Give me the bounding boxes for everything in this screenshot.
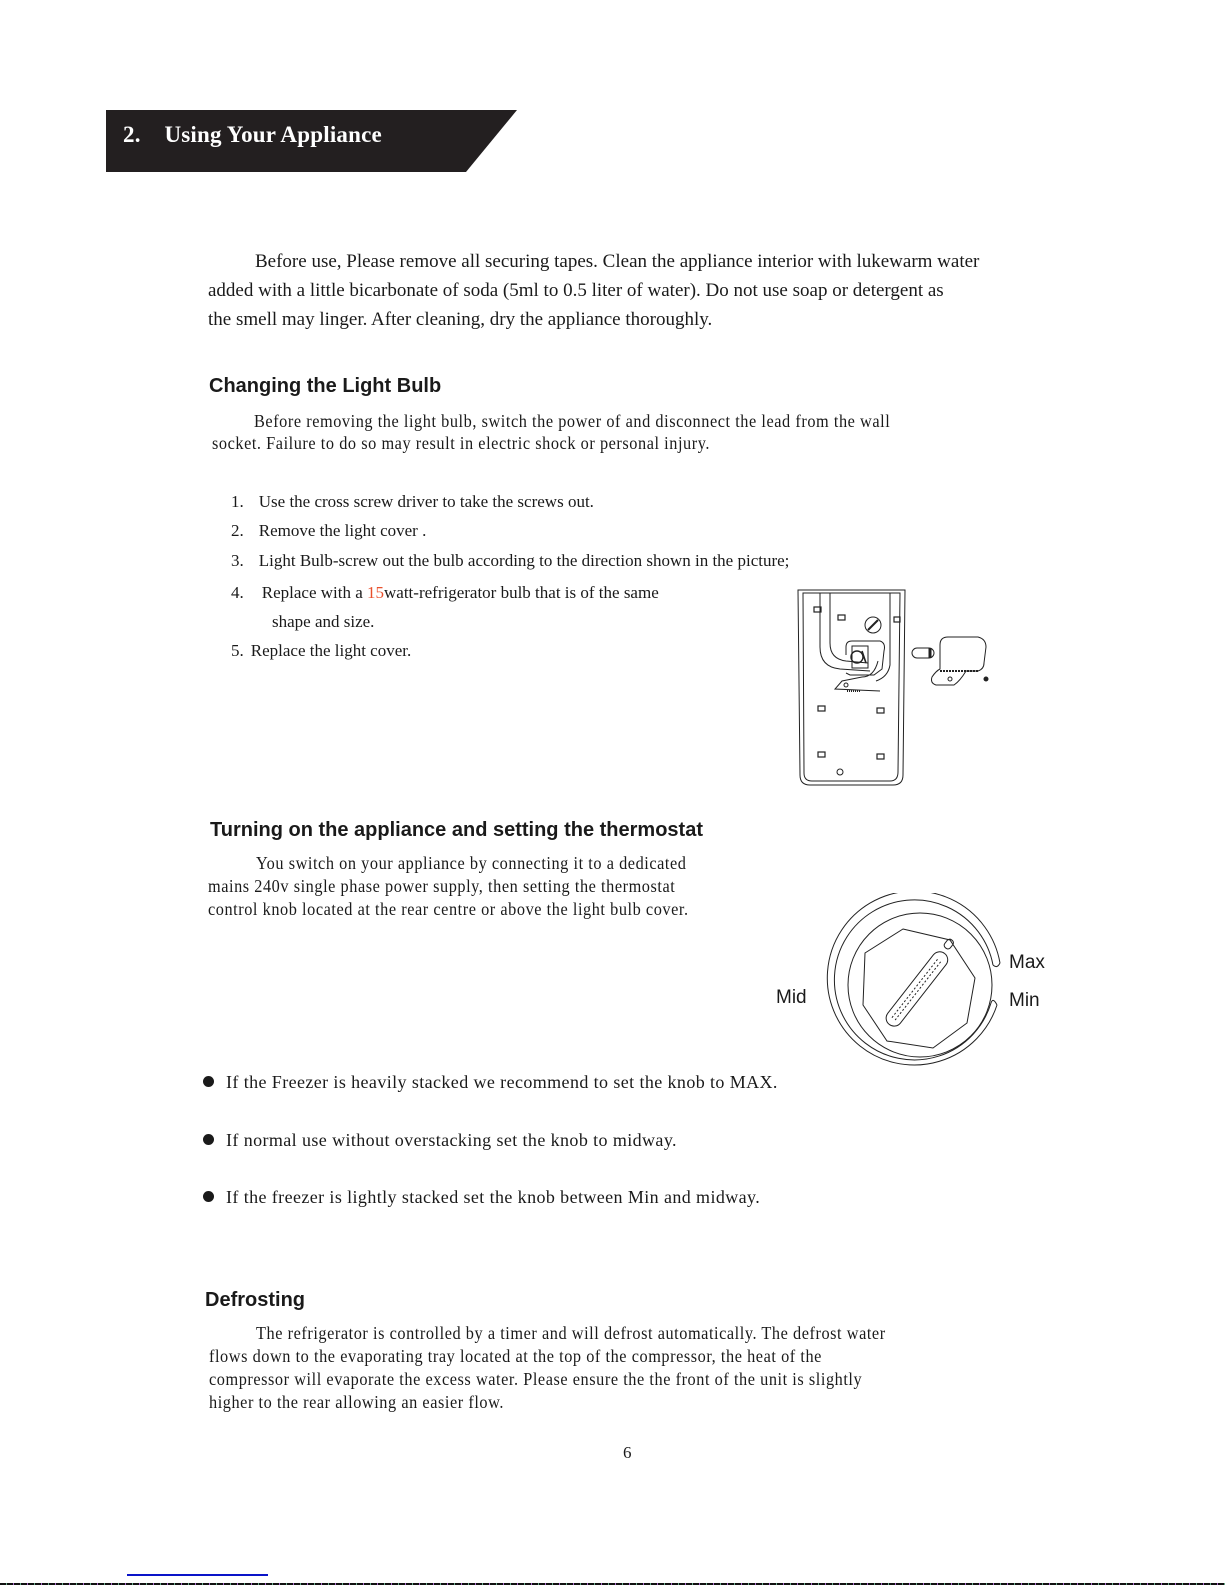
defrosting-line-3: compressor will evaporate the excess water. Please ensure the the front of the unit is slightly (209, 1369, 863, 1389)
bullet-item (203, 1187, 760, 1208)
bulb-wattage: 15 (367, 583, 385, 602)
intro-line-2: added with a little bicarbonate of soda (5ml to 0.5 liter of water). Do not use soap or detergent as (208, 280, 944, 301)
thermostat-dial-small (865, 617, 881, 633)
step-number: 5. (231, 641, 244, 660)
mount-hole (837, 769, 843, 775)
knob-pointer (883, 937, 960, 1030)
step-1 (231, 492, 594, 512)
section-banner (106, 110, 517, 172)
dial-arc-outer (827, 893, 1000, 1065)
thermostat-line-1: You switch on your appliance by connecting it to a dedicated (256, 853, 687, 873)
bullet-dot (203, 1134, 214, 1145)
step-number: 2. (231, 521, 244, 540)
cover-lip (835, 661, 880, 691)
knob-ring (848, 913, 992, 1057)
bullet-dot (203, 1191, 214, 1202)
screw-hole (844, 683, 848, 687)
step-text: Light Bulb-screw out the bulb according to the direction shown in the picture; (258, 551, 790, 570)
step-text: Replace with a (261, 583, 368, 602)
bulb (912, 648, 934, 658)
link-underline (127, 1574, 268, 1576)
vent-slots (814, 607, 900, 759)
light-bulb-heading: Changing the Light Bulb (209, 375, 442, 397)
step-number: 1. (231, 492, 244, 511)
light-housing-panel (798, 590, 905, 785)
defrosting-line-1: The refrigerator is controlled by a timer and will defrost automatically. The defrost water (256, 1323, 886, 1343)
bullet-text: If normal use without overstacking set the knob to midway. (226, 1130, 677, 1150)
step-text-cont: watt-refrigerator bulb that is of the same (384, 583, 659, 602)
step-text: Use the cross screw driver to take the screws out. (258, 492, 594, 511)
step-number: 4. (231, 583, 244, 602)
defrosting-heading: Defrosting (205, 1289, 305, 1311)
bullet-text: If the Freezer is heavily stacked we recommend to set the knob to MAX. (226, 1072, 778, 1092)
intro-line-3: the smell may linger. After cleaning, dry the appliance thoroughly. (208, 309, 713, 330)
section-title: Using Your Appliance (164, 122, 382, 147)
thermostat-heading: Turning on the appliance and setting the thermostat (210, 819, 703, 841)
screw (984, 677, 988, 681)
knob-label-max: Max (1009, 952, 1045, 973)
bullet-item (203, 1072, 778, 1093)
step-text: Remove the light cover . (258, 521, 427, 540)
light-cover (932, 637, 987, 685)
bullet-dot (203, 1076, 214, 1087)
step-3 (231, 551, 789, 571)
step-4-continuation: shape and size. (272, 612, 375, 631)
defrosting-line-2: flows down to the evaporating tray located at the top of the compressor, the heat of the (209, 1346, 822, 1366)
light-cover-diagram (790, 585, 990, 795)
light-bulb-warning-line-2: socket. Failure to do so may result in electric shock or personal injury. (212, 433, 710, 453)
step-2 (231, 521, 426, 541)
step-5 (231, 641, 411, 661)
light-bulb-warning-line-1: Before removing the light bulb, switch the power of and disconnect the lead from the wall (254, 411, 891, 431)
step-text: Replace the light cover. (250, 641, 412, 660)
knob-label-min: Min (1009, 990, 1040, 1011)
step-4 (231, 583, 659, 603)
intro-line-1: Before use, Please remove all securing tapes. Clean the appliance interior with lukewarm water (255, 251, 980, 272)
section-number: 2. Using Your Appliance (123, 122, 382, 147)
step-number: 3. (231, 551, 244, 570)
defrosting-line-4: higher to the rear allowing an easier flow. (209, 1392, 504, 1412)
thermostat-line-2: mains 240v single phase power supply, then setting the thermostat (208, 876, 676, 896)
page-number: 6 (623, 1443, 632, 1462)
thermostat-knob-diagram (825, 893, 1010, 1073)
knob-label-mid: Mid (776, 987, 807, 1008)
bullet-item (203, 1130, 677, 1151)
bullet-text: If the freezer is lightly stacked set the knob between Min and midway. (226, 1187, 761, 1207)
knob-octagon (863, 929, 975, 1048)
thermostat-line-3: control knob located at the rear centre or above the light bulb cover. (208, 899, 689, 919)
